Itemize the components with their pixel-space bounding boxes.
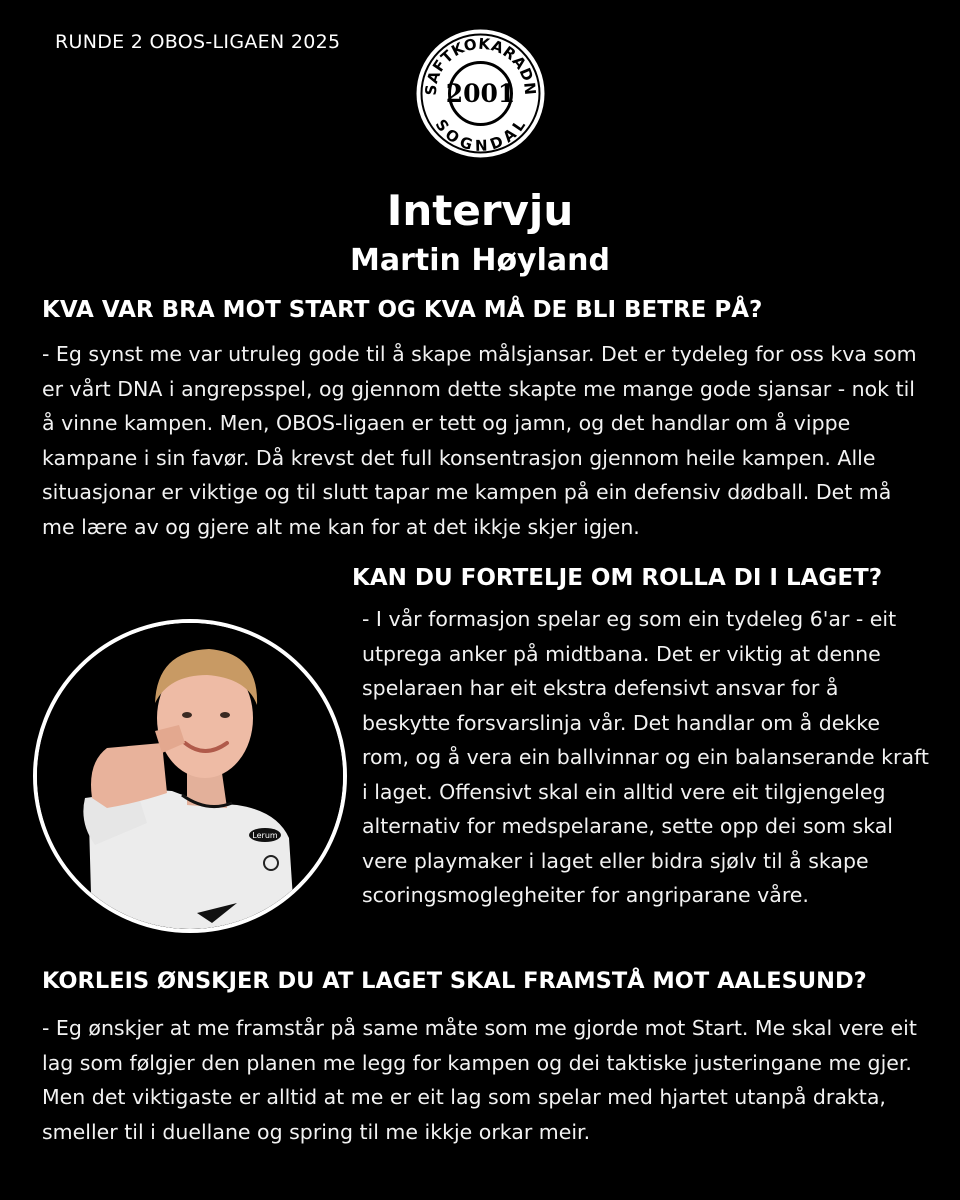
answer-2: - I vår formasjon spelar eg som ein tydeleg 6'ar - eit utprega anker på midtbana. Det er viktig at denne spelaraen har eit ekstra defensivt ansvar for å beskytte forsvarslinja vår. Det handlar om å dekke rom, og å vera ein ballvinnar og ein balanserande kraft i laget. Offensivt skal ein alltid vere eit tilgjengeleg alternativ for medspelarane, sette opp dei som skal vere playmaker i laget eller bidra sjølv til å skape scoringsmoglegheiter for angriparane våre. [362,607,929,907]
logo-bottom-text: SOGNDAL [431,115,530,155]
question-2: KAN DU FORTELJE OM ROLLA DI I LAGET? [352,565,883,591]
player-photo [33,619,347,933]
answer-3: - Eg ønskjer at me framstår på same måte som me gjorde mot Start. Me skal vere eit lag som følgjer den planen me legg for kampen og dei taktiske justeringane me gjer. Men det viktigaste er alltid at me er eit lag som spelar med hjartet utanpå drakta, smeller til i duellane og spring til me ikkje orkar meir. [42,1016,917,1144]
question-1: KVA VAR BRA MOT START OG KVA MÅ DE BLI BETRE PÅ? [42,297,763,323]
jersey-sponsor: Lerum [252,831,278,840]
round-label: RUNDE 2 OBOS-LIGAEN 2025 [55,31,341,53]
answer-1: - Eg synst me var utruleg gode til å skape målsjansar. Det er tydeleg for oss kva som er vårt DNA i angrepsspel, og gjennom dette skapte me mange gode sjansar - nok til å vinne kampen. Men, OBOS-ligaen er tett og jamn, og det handlar om å vippe kampane i sin favør. Då krevst det full konsentrasjon gjennom heile kampen. Alle situasjonar er viktige og til slutt tapar me kampen på ein defensiv dødball. Det må me lære av og gjere alt me kan for at det ikkje skjer igjen. [42,342,917,539]
interviewee-name: Martin Høyland [350,243,610,278]
question-3: KORLEIS ØNSKJER DU AT LAGET SKAL FRAMSTÅ MOT AALESUND? [42,968,867,994]
logo-top-text: SAFTKOKARADN [421,34,540,97]
page-title: Intervju [386,186,574,235]
club-logo [414,27,547,160]
logo-year: 2001 [445,79,516,108]
